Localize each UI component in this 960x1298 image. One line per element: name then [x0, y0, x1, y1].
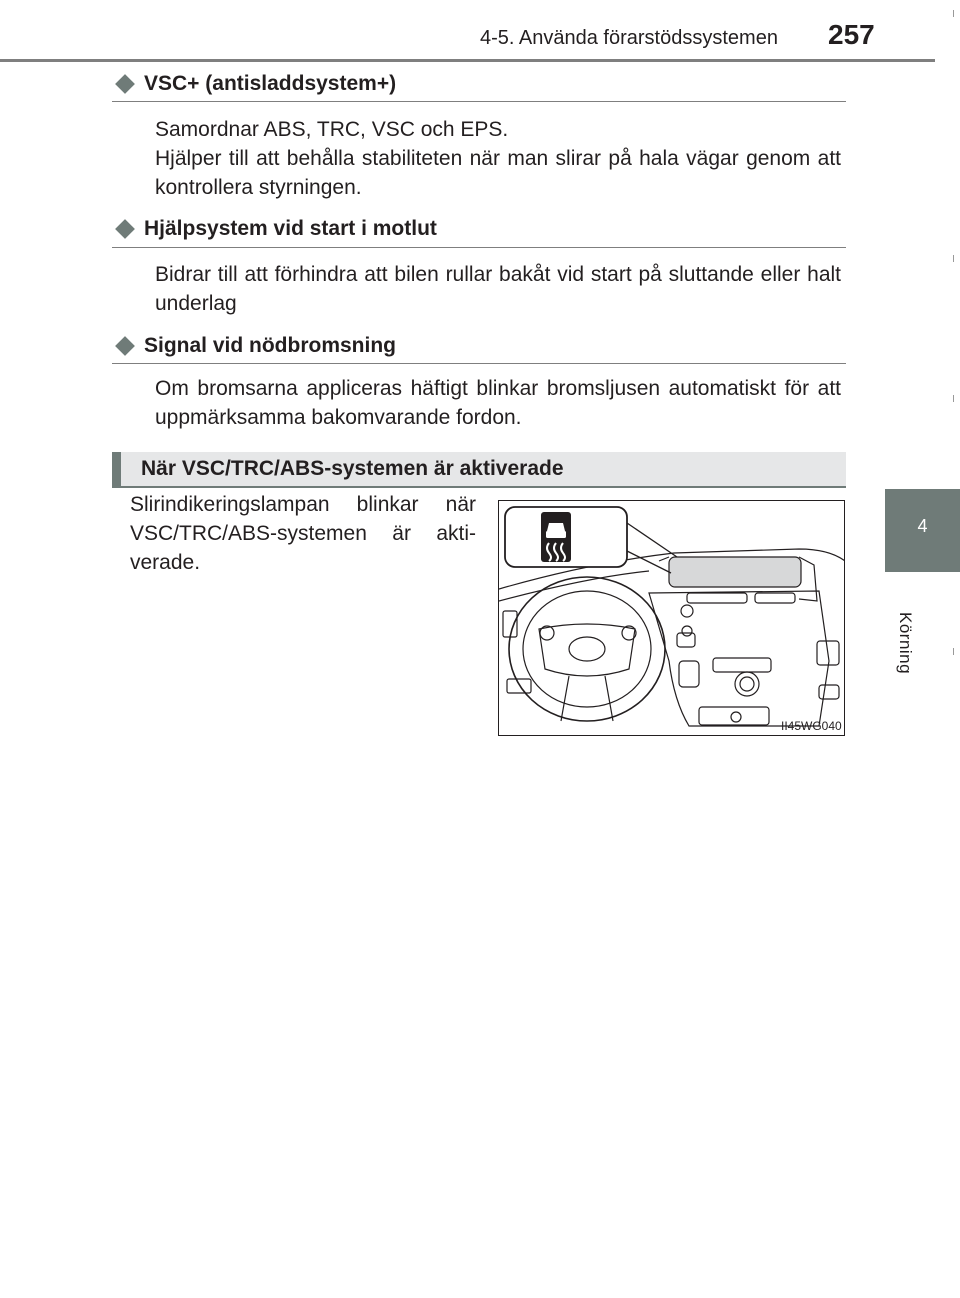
- section-rule: [112, 101, 846, 102]
- slip-indicator-icon: [541, 512, 571, 562]
- crop-mark: [953, 10, 954, 17]
- section-rule: [112, 363, 846, 364]
- figure-code: II45WG040: [781, 719, 842, 733]
- section-heading: [112, 217, 437, 241]
- chapter-number: 4: [917, 516, 928, 536]
- paragraph: [155, 115, 841, 202]
- crop-mark: [953, 648, 954, 655]
- section-heading: [112, 334, 396, 358]
- band-paragraph: [130, 490, 476, 577]
- section-rule: [112, 247, 846, 248]
- section-heading-text: Hjälpsystem vid start i motlut: [144, 217, 437, 240]
- section-heading: [112, 72, 396, 96]
- diamond-bullet-icon: [115, 74, 135, 94]
- dashboard-drawing: [499, 501, 845, 736]
- diamond-bullet-icon: [115, 336, 135, 356]
- paragraph-line: Samordnar ABS, TRC, VSC och EPS.: [155, 118, 509, 141]
- paragraph: [155, 260, 841, 318]
- chapter-label: Körning: [896, 612, 915, 675]
- dashboard-illustration: [498, 500, 845, 736]
- band-heading-text: När VSC/TRC/ABS-systemen är aktiverade: [141, 457, 564, 480]
- paragraph-line: Slirindikeringslampan blinkar när: [130, 493, 476, 516]
- band-heading: [112, 452, 846, 486]
- section-heading-text: VSC+ (antisladdsystem+): [144, 72, 397, 95]
- paragraph-line: verade.: [130, 551, 201, 574]
- section-heading-text: Signal vid nödbromsning: [144, 334, 396, 357]
- diamond-bullet-icon: [115, 219, 135, 239]
- chapter-tab: [885, 489, 960, 572]
- running-header: 4-5. Använda förarstödssystemen: [480, 27, 778, 49]
- paragraph: [155, 374, 841, 432]
- paragraph-line: Hjälper till att behålla stabiliteten när man slirar på hala vägar genom att kontrollera styrningen.: [155, 147, 841, 199]
- header-rule: [0, 59, 935, 62]
- paragraph-line: Bidrar till att förhindra att bilen rullar bakåt vid start på sluttande eller halt underlag: [155, 263, 841, 315]
- crop-mark: [953, 255, 954, 262]
- paragraph-line: Om bromsarna appliceras häftigt blinkar bromsljusen automatiskt för att uppmärksamma bakomvarande fordon.: [155, 377, 841, 429]
- crop-mark: [953, 395, 954, 402]
- band-rule: [112, 486, 846, 488]
- page-number: 257: [828, 19, 875, 50]
- paragraph-line: VSC/TRC/ABS-systemen är akti-: [130, 522, 476, 545]
